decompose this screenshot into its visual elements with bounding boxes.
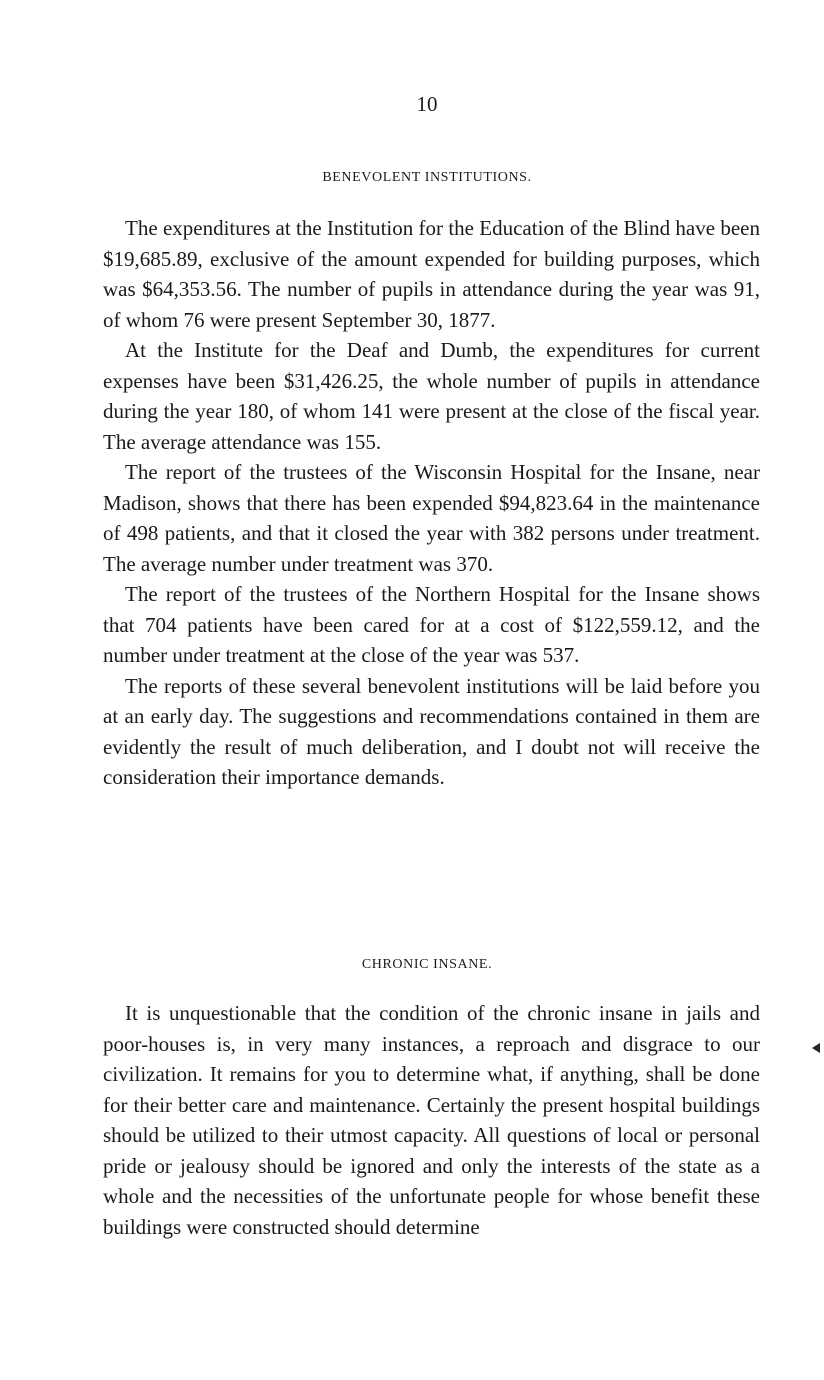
section-body-chronic-insane [103, 998, 760, 1242]
margin-arrow-icon [812, 1043, 820, 1053]
paragraph: At the Institute for the Deaf and Dumb, the expenditures for current expenses have been $31,426.25, the whole number of pupils in attendance during the year 180, of whom 141 were present at the close of the fiscal year. The average attendance was 155. [103, 338, 760, 454]
section-heading-chronic-insane: CHRONIC INSANE. [361, 957, 493, 972]
section-heading-benevolent-institutions: BENEVOLENT INSTITUTIONS. [322, 170, 532, 185]
section-body-benevolent-institutions [103, 213, 760, 793]
paragraph: The report of the trustees of the Northern Hospital for the Insane shows that 704 patients have been cared for at a cost of $122,559.12, and the number under treatment at the close of the year was 537. [103, 582, 760, 667]
paragraph: The report of the trustees of the Wisconsin Hospital for the Insane, near Madison, shows that there has been expended $94,823.64 in the maintenance of 498 patients, and that it closed the year with 382 persons under treatment. The average number under treatment was 370. [103, 460, 760, 576]
page-number: 10 [416, 92, 438, 116]
paragraph: It is unquestionable that the condition of the chronic insane in jails and poor-houses is, in very many instances, a reproach and disgrace to our civilization. It remains for you to determine what, if anything, shall be done for their better care and maintenance. Certainly the present hospital buildings should be utilized to their utmost capacity. All questions of local or personal pride or jealousy should be ignored and only the interests of the state as a whole and the necessities of the unfortunate people for whose benefit these buildings were constructed should determine [103, 1001, 760, 1239]
paragraph: The expenditures at the Institution for the Education of the Blind have been $19,685.89, exclusive of the amount expended for building purposes, which was $64,353.56. The number of pupils in attendance during the year was 91, of whom 76 were present September 30, 1877. [103, 216, 760, 332]
paragraph: The reports of these several benevolent institutions will be laid before you at an early day. The suggestions and recommendations contained in them are evidently the result of much deliberation, and I doubt not will receive the consideration their importance demands. [103, 673, 760, 789]
